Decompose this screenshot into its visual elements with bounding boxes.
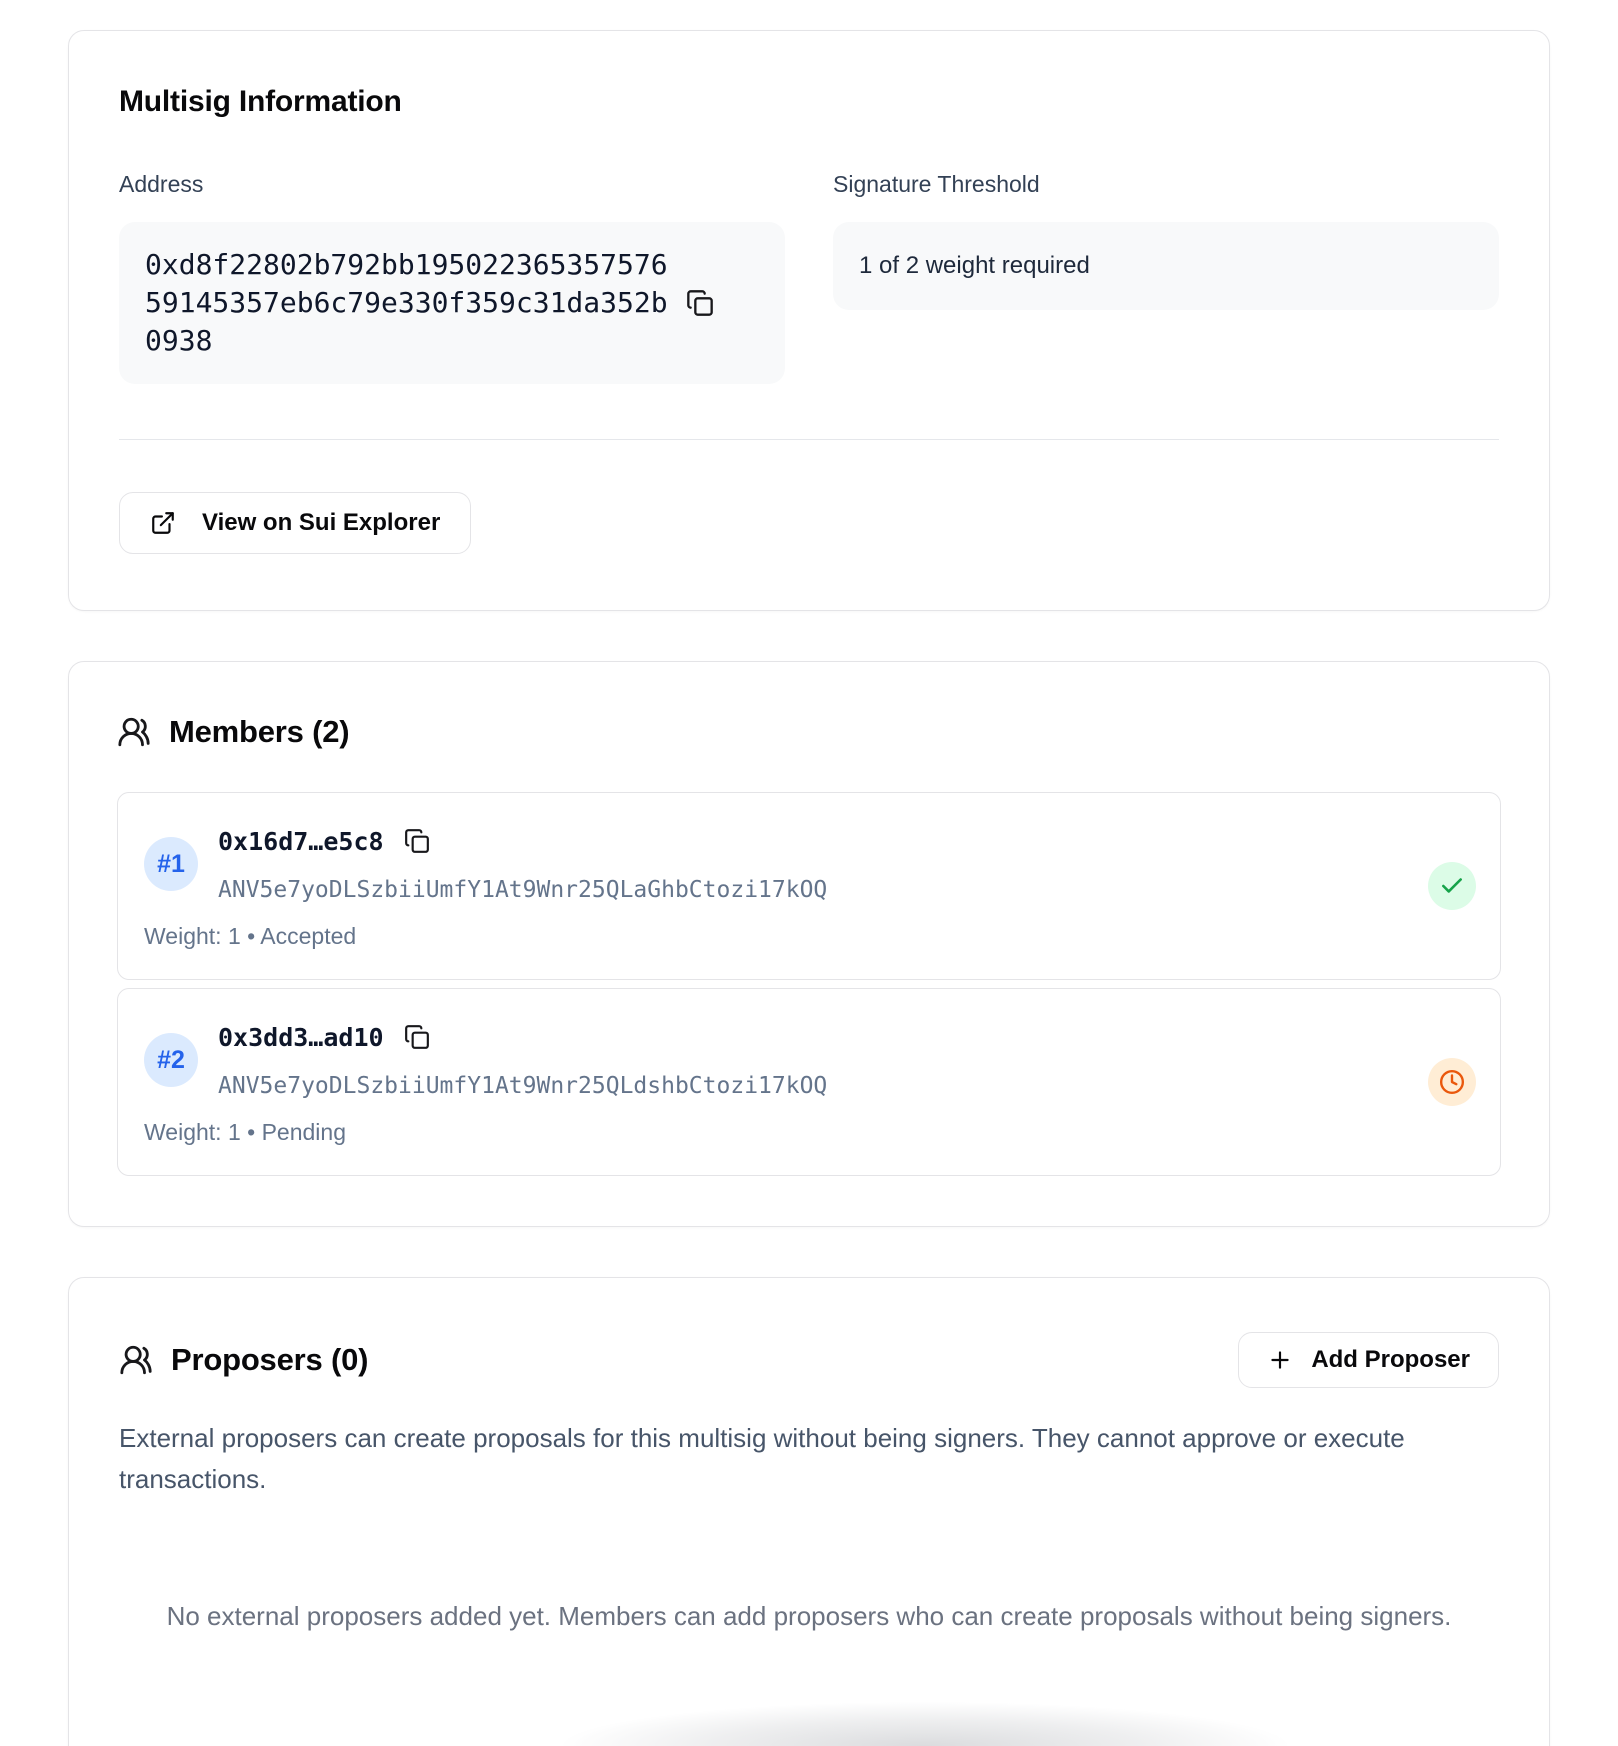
check-icon: [1439, 873, 1465, 899]
view-explorer-button[interactable]: [119, 492, 471, 554]
proposers-header: [119, 1332, 1499, 1388]
users-icon: [119, 1343, 153, 1377]
member-text-block: [218, 1017, 827, 1103]
member-row-top: [144, 821, 1404, 907]
address-label: Address: [119, 171, 204, 197]
proposers-empty-state: No external proposers added yet. Members can add proposers who can create proposals without being signers.: [166, 1601, 1452, 1631]
add-proposer-label: Add Proposer: [1311, 1346, 1470, 1373]
address-box: [119, 222, 785, 384]
copy-address-button[interactable]: [686, 289, 714, 317]
users-icon: [117, 715, 151, 749]
status-badge: [1428, 1058, 1476, 1106]
plus-icon: [1267, 1347, 1293, 1373]
member-weight-status: Weight: 1 • Accepted: [144, 923, 357, 949]
multisig-info-title: Multisig Information: [119, 85, 402, 118]
copy-icon: [404, 828, 430, 854]
member-pubkey: ANV5e7yoDLSzbiiUmfY1At9Wnr25QLaGhbCtozi17kOQ: [218, 877, 828, 903]
threshold-box: [833, 222, 1499, 310]
member-index-badge: #1: [144, 837, 198, 891]
view-explorer-label: View on Sui Explorer: [202, 509, 441, 536]
clock-icon: [1439, 1069, 1465, 1095]
threshold-label: Signature Threshold: [833, 171, 1040, 197]
proposers-heading: [119, 1342, 368, 1378]
member-row: [117, 792, 1501, 980]
member-text-block: [218, 821, 827, 907]
members-heading: [117, 714, 1501, 750]
proposers-card: [68, 1277, 1550, 1746]
copy-icon: [686, 289, 714, 317]
member-row-top: [144, 1017, 1404, 1103]
copy-icon: [404, 1024, 430, 1050]
member-address: 0x3dd3…ad10: [218, 1022, 384, 1052]
members-list: [117, 792, 1501, 1176]
member-address-line: [218, 1017, 827, 1057]
multisig-info-card: [68, 30, 1550, 611]
copy-member-address-button[interactable]: [404, 1024, 430, 1050]
member-address: 0x16d7…e5c8: [218, 826, 384, 856]
member-weight-status: Weight: 1 • Pending: [144, 1119, 346, 1145]
proposers-title: Proposers (0): [171, 1342, 369, 1377]
external-link-icon: [150, 510, 176, 536]
member-row: [117, 988, 1501, 1176]
proposers-description: External proposers can create proposals for this multisig without being signers. They cannot approve or execute transactions.: [119, 1423, 1405, 1494]
multisig-info-grid: [119, 171, 1499, 384]
member-index-badge: #2: [144, 1033, 198, 1087]
members-card: [68, 661, 1550, 1227]
member-pubkey: ANV5e7yoDLSzbiiUmfY1At9Wnr25QLdshbCtozi17kOQ: [218, 1073, 828, 1099]
multisig-address-value: 0xd8f22802b792bb19502236535757659145357eb6c79e330f359c31da352b0938: [145, 248, 668, 357]
members-title: Members (2): [169, 714, 350, 749]
address-column: [119, 171, 785, 384]
copy-member-address-button[interactable]: [404, 828, 430, 854]
section-divider: [119, 439, 1499, 440]
add-proposer-button[interactable]: [1238, 1332, 1499, 1388]
member-address-line: [218, 821, 827, 861]
status-badge: [1428, 862, 1476, 910]
threshold-value: 1 of 2 weight required: [859, 252, 1090, 279]
threshold-column: [833, 171, 1499, 310]
